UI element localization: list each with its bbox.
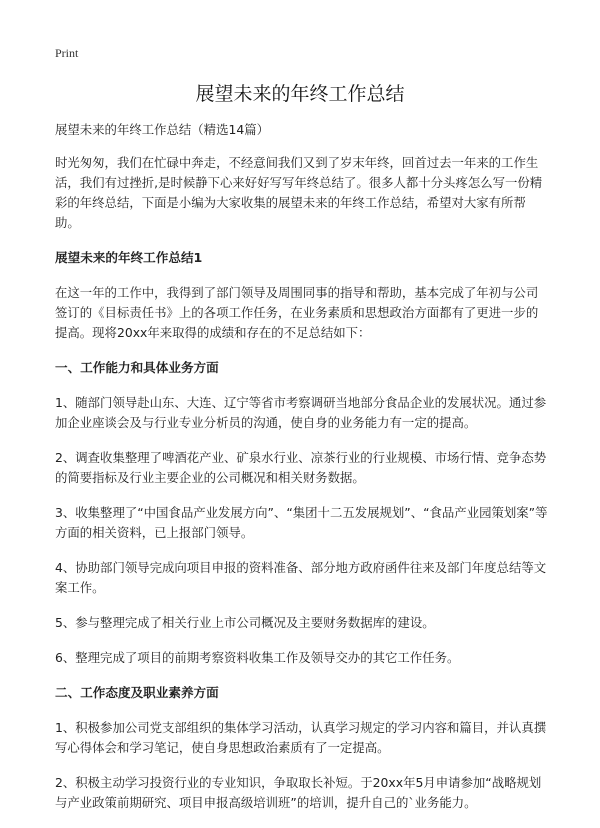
list-item: 2、积极主动学习投资行业的专业知识，争取取长补短。于20xx年5月申请参加“战略规划与产业政策前期研究、项目申报高级培训班”的培训，提升自己的`业务能力。	[55, 775, 542, 810]
section-heading: 展望未来的年终工作总结1	[55, 250, 203, 265]
document-title: 展望未来的年终工作总结	[195, 83, 405, 105]
document-body	[55, 120, 550, 828]
intro-paragraph: 时光匆匆，我们在忙碌中奔走，不经意间我们又到了岁末年终，回首过去一年来的工作生活，我们有过挫折,是时候静下心来好好写写年终总结了。很多人都十分头疼怎么写一份精彩的年终总结，下面是小编为大家收集的展望未来的年终工作总结，希望对大家有所帮助。	[55, 155, 543, 230]
list-item: 5、参与整理完成了相关行业上市公司概况及主要财务数据库的建设。	[55, 615, 435, 630]
list-item: 1、随部门领导赴山东、大连、辽宁等省市考察调研当地部分食品企业的发展状况。通过参加企业座谈会及与行业专业分析员的沟通，使自身的业务能力有一定的提高。	[55, 395, 547, 430]
print-link[interactable]: Print	[55, 46, 79, 60]
list-item: 3、收集整理了“中国食品产业发展方向”、“集团十二五发展规划”、“食品产业园策划案”等方面的相关资料，已上报部门领导。	[55, 505, 548, 540]
list-item: 1、积极参加公司党支部组织的集体学习活动，认真学习规定的学习内容和篇目，并认真撰写心得体会和学习笔记，使自身思想政治素质有了一定提高。	[55, 720, 547, 755]
part2-heading: 二、工作态度及职业素养方面	[55, 685, 219, 700]
list-item: 6、整理完成了项目的前期考察资料收集工作及领导交办的其它工作任务。	[55, 650, 460, 665]
list-item: 4、协助部门领导完成向项目申报的资料准备、部分地方政府函件往来及部门年度总结等文案工作。	[55, 560, 547, 595]
section-intro-paragraph: 在这一年的工作中，我得到了部门领导及周围同事的指导和帮助，基本完成了年初与公司签订的《目标责任书》上的各项工作任务，在业务素质和思想政治方面都有了更进一步的提高。现将20xx年来取得的成绩和存在的不足总结如下：	[55, 285, 539, 340]
list-item: 2、调查收集整理了啤酒花产业、矿泉水行业、凉茶行业的行业规模、市场行情、竞争态势的简要指标及行业主要企业的公司概况和相关财务数据。	[55, 450, 547, 485]
document-subtitle: 展望未来的年终工作总结（精选14篇）	[55, 122, 270, 137]
part1-heading: 一、工作能力和具体业务方面	[55, 360, 219, 375]
